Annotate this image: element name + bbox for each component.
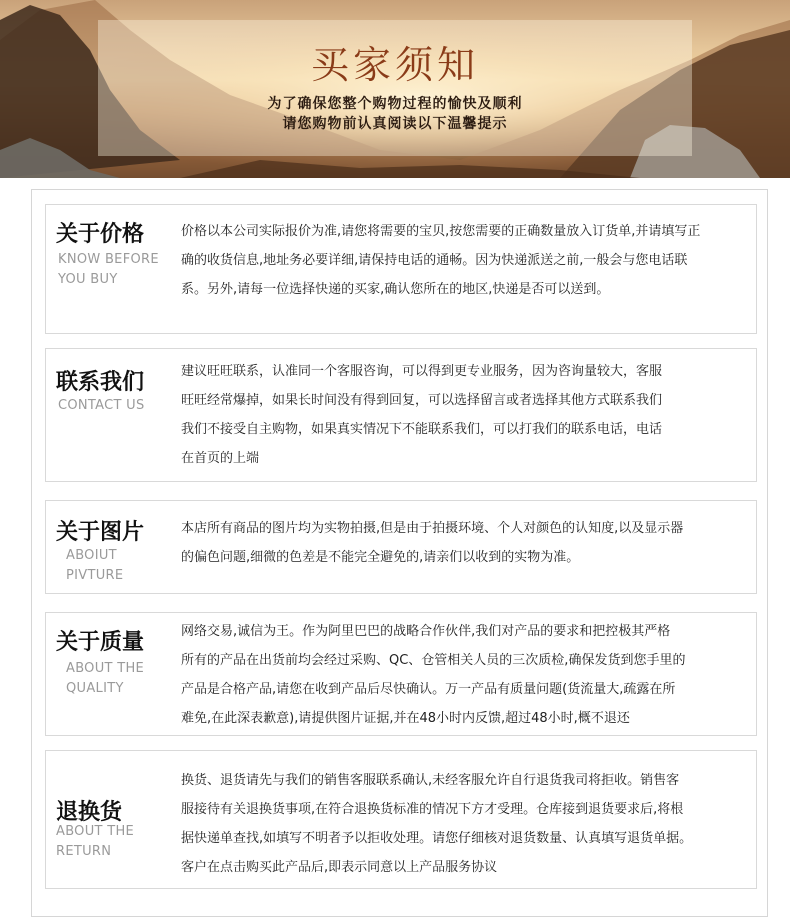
section-english-label: ABOUT THE RETURN [56, 824, 135, 859]
section-heading: 关于质量 [56, 630, 145, 655]
section-quality [45, 612, 757, 736]
section-english-label: KNOW BEFORE YOU BUY [58, 252, 159, 287]
section-heading: 关于图片 [56, 520, 145, 545]
page-title: 买家须知 [310, 43, 479, 87]
section-body: 价格以本公司实际报价为准,请您将需要的宝贝,按您需要的正确数量放入订货单,并请填写正 确的收货信息,地址务必要详细,请保持电话的通畅。因为快递派送之前,一般会与您电话联 系。另外,请每一位选择快递的买家,确认您所在的地区,快递是否可以送到。 [181, 224, 701, 297]
section-heading: 联系我们 [56, 370, 145, 395]
section-body: 网络交易,诚信为王。作为阿里巴巴的战略合作伙伴,我们对产品的要求和把控极其严格 所有的产品在出货前均会经过采购、QC、仓管相关人员的三次质检,确保发货到您手里的 产品是合格产品,请您在收到产品后尽快确认。万一产品有质量问题(货流量大,疏露在所 难免,在此深表歉意),请提供图片证据,并在48小时内反馈,超过48小时,概不退还 [181, 624, 686, 726]
section-body: 本店所有商品的图片均为实物拍摄,但是由于拍摄环境、个人对颜色的认知度,以及显示器 的偏色问题,细微的色差是不能完全避免的,请亲们以收到的实物为准。 [181, 521, 684, 565]
section-english-label: ABOUT THE QUALITY [66, 661, 145, 696]
section-english-label: ABOIUT PIVTURE [66, 548, 124, 583]
section-contact [45, 348, 757, 482]
section-body: 换货、退货请先与我们的销售客服联系确认,未经客服允许自行退货我司将拒收。销售客 服接待有关退换货事项,在符合退换货标准的情况下方才受理。仓库接到退货要求后,将根 据快递单查找,如填写不明者予以拒收处理。请您仔细核对退货数量、认真填写退货单据。 客户在点击购买此产品后,即表示同意以上产品服务协议 [181, 773, 693, 875]
section-english-label: CONTACT US [58, 398, 145, 413]
section-heading: 关于价格 [56, 222, 145, 247]
section-heading: 退换货 [56, 800, 123, 825]
section-pictures [45, 500, 757, 594]
subtitle-line-1: 为了确保您整个购物过程的愉快及顺利 [267, 96, 523, 112]
header-banner [0, 0, 790, 178]
section-price [45, 204, 757, 334]
section-body: 建议旺旺联系，认准同一个客服咨询，可以得到更专业服务，因为咨询量较大，客服 旺旺经常爆掉，如果长时间没有得到回复，可以选择留言或者选择其他方式联系我们 我们不接受自主购物，如果真实情况下不能联系我们，可以打我们的联系电话，电话 在首页的上端 [181, 364, 663, 466]
subtitle-line-2: 请您购物前认真阅读以下温馨提示 [282, 116, 508, 132]
section-returns [45, 750, 757, 889]
